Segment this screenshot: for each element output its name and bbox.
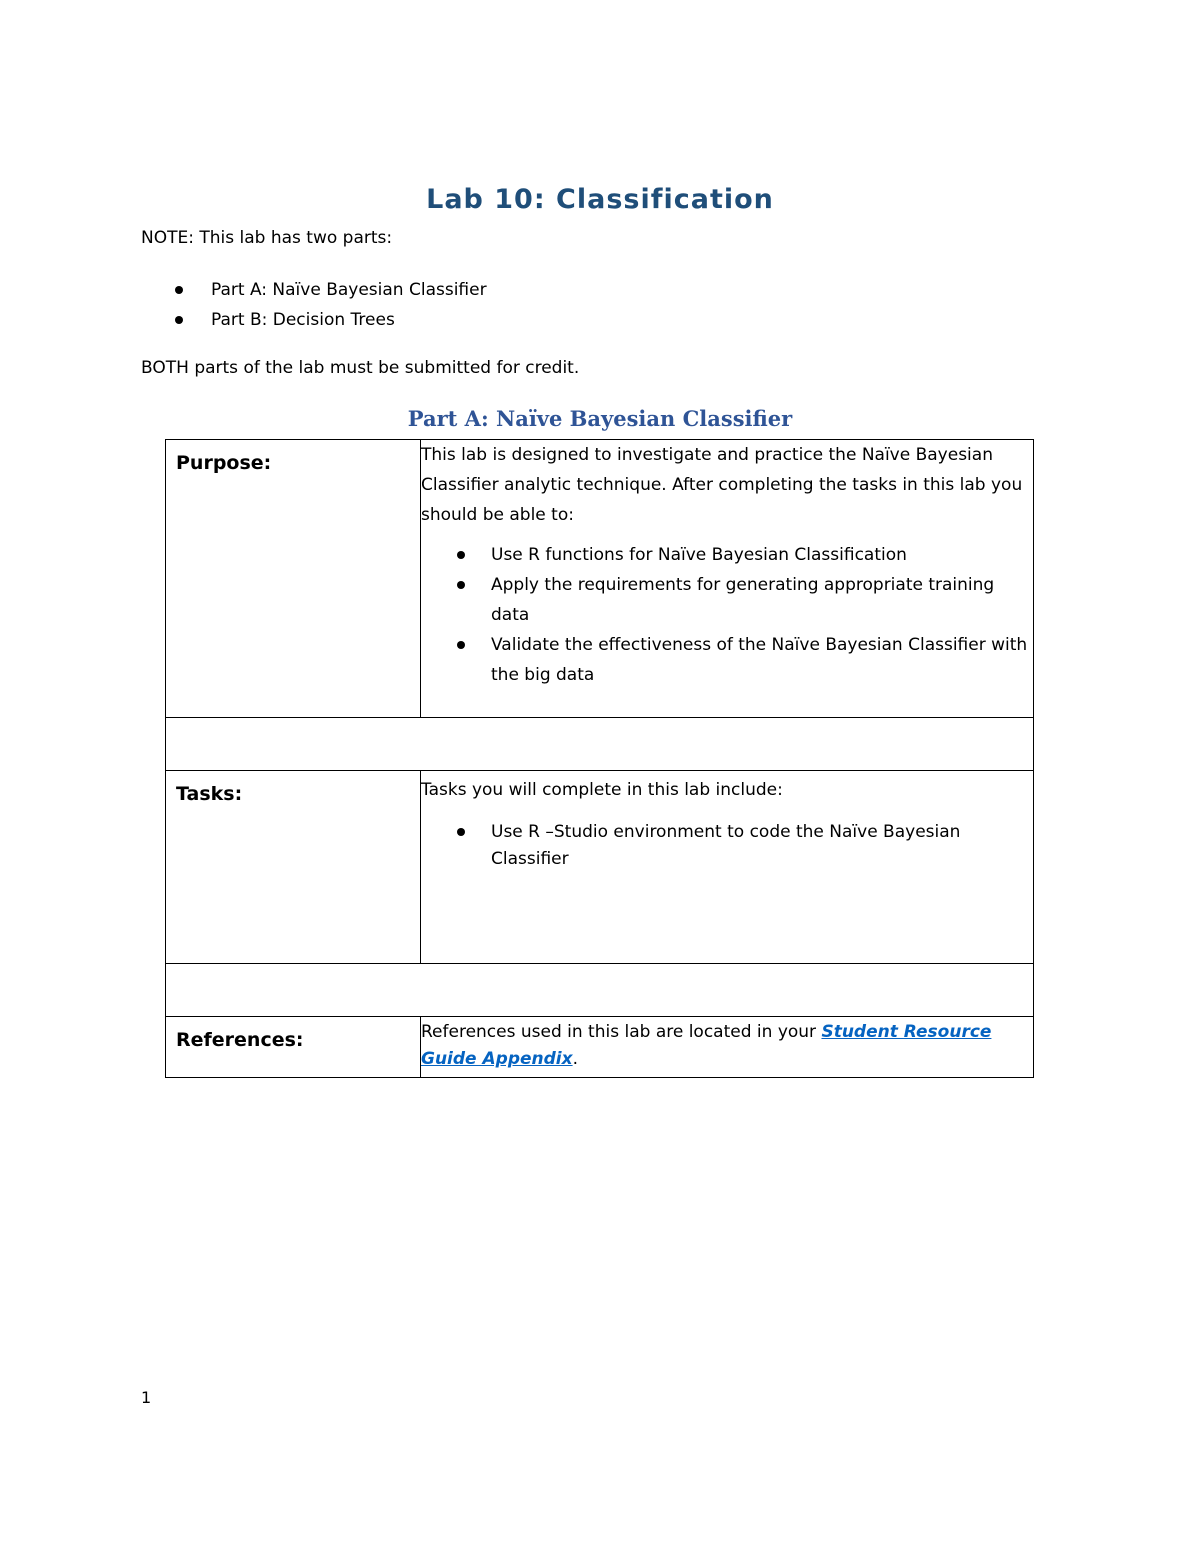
references-row	[166, 1017, 1034, 1078]
spacer-row	[166, 718, 1034, 771]
spacer-cell	[166, 718, 1034, 771]
purpose-row	[166, 440, 1034, 718]
note-text: NOTE: This lab has two parts:	[141, 228, 393, 248]
references-label: References:	[176, 1029, 304, 1051]
purpose-label: Purpose:	[176, 452, 272, 474]
purpose-label-cell	[166, 440, 421, 718]
submission-note: BOTH parts of the lab must be submitted for credit.	[141, 358, 580, 378]
list-item	[421, 819, 1033, 873]
list-item-text: Part A: Naïve Bayesian Classifier	[211, 280, 487, 300]
bullet-icon	[457, 551, 465, 559]
bullet-icon	[175, 316, 183, 324]
references-period: .	[572, 1049, 578, 1069]
purpose-list	[421, 540, 1033, 690]
bullet-icon	[175, 286, 183, 294]
list-item	[421, 540, 1033, 570]
bullet-icon	[457, 581, 465, 589]
bullet-icon	[457, 641, 465, 649]
list-item	[141, 278, 487, 308]
spacer-row	[166, 964, 1034, 1017]
bullet-icon	[457, 828, 465, 836]
list-item-text: Validate the effectiveness of the Naïve Bayesian Classifier with the big data	[491, 635, 1028, 685]
page-number: 1	[141, 1388, 152, 1407]
tasks-list	[421, 819, 1033, 873]
references-text: References used in this lab are located in your	[421, 1022, 822, 1042]
list-item-text: Apply the requirements for generating appropriate training data	[491, 575, 995, 625]
part-a-heading: Part A: Naïve Bayesian Classifier	[407, 406, 793, 431]
list-item-text: Use R –Studio environment to code the Naïve Bayesian Classifier	[491, 822, 961, 869]
spacer-cell	[166, 964, 1034, 1017]
list-item	[421, 570, 1033, 630]
tasks-label: Tasks:	[176, 783, 243, 805]
references-label-cell	[166, 1017, 421, 1078]
parts-list	[141, 278, 487, 338]
purpose-content-cell	[421, 440, 1034, 718]
lab-table	[165, 439, 1034, 1078]
tasks-content-cell	[421, 771, 1034, 964]
page-title: Lab 10: Classification	[426, 184, 774, 215]
list-item-text: Use R functions for Naïve Bayesian Classification	[491, 545, 907, 565]
purpose-intro: This lab is designed to investigate and practice the Naïve Bayesian Classifier analytic technique. After completing the tasks in this lab you should be able to:	[421, 445, 1023, 525]
tasks-row	[166, 771, 1034, 964]
tasks-intro: Tasks you will complete in this lab include:	[421, 780, 783, 800]
list-item-text: Part B: Decision Trees	[211, 310, 395, 330]
list-item	[421, 630, 1033, 690]
list-item	[141, 308, 487, 338]
student-resource-guide-link[interactable]: Student Resource Guide Appendix	[421, 1022, 992, 1069]
references-content-cell	[421, 1017, 1034, 1078]
tasks-label-cell	[166, 771, 421, 964]
